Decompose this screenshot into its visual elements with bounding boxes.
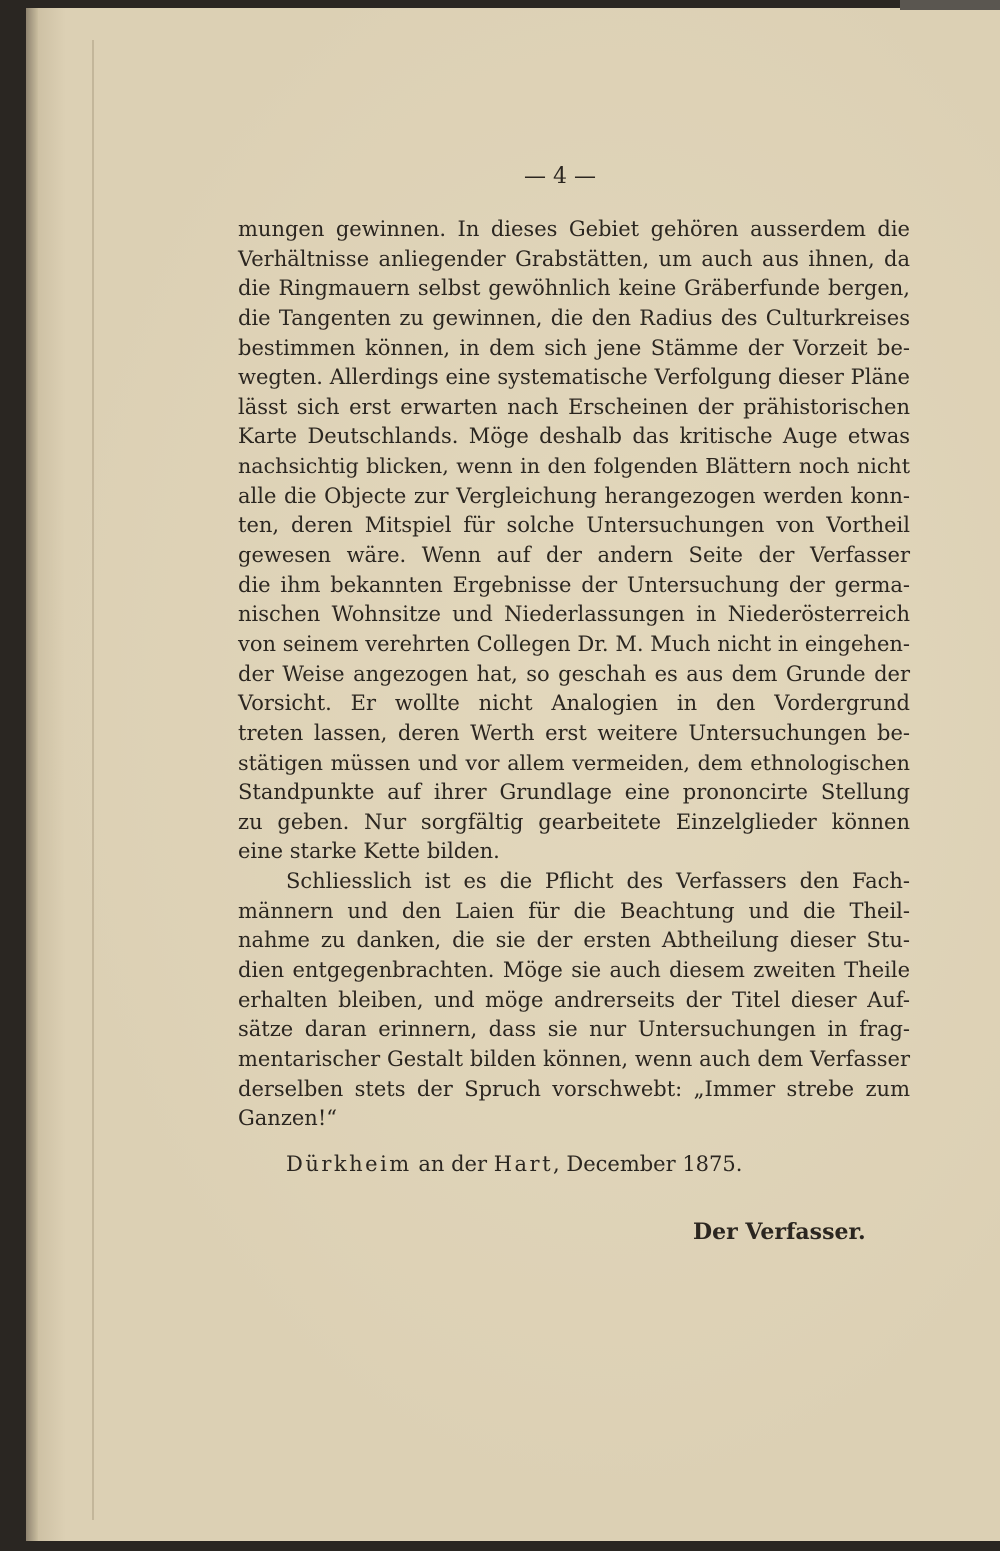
- dateline-region: Hart: [493, 1152, 554, 1176]
- text-line: nischen Wohnsitze und Niederlassungen in Niederösterreich: [238, 602, 910, 627]
- text-line: Schliesslich ist es die Pflicht des Verfassers den Fach-: [286, 869, 910, 894]
- binding-edge: [26, 8, 38, 1541]
- text-line: nahme zu danken, die sie der ersten Abtheilung dieser Stu-: [238, 928, 910, 953]
- text-line: die Ringmauern selbst gewöhnlich keine Gräberfunde bergen,: [238, 276, 910, 301]
- dateline-date: , December 1875.: [553, 1152, 743, 1176]
- text-line: stätigen müssen und vor allem vermeiden, dem ethnologischen: [238, 750, 910, 775]
- text-line: von seinem verehrten Collegen Dr. M. Much nicht in eingehen-: [238, 631, 910, 656]
- dateline-middle: an der: [411, 1152, 494, 1176]
- text-line: männern und den Laien für die Beachtung und die Theil-: [238, 898, 910, 923]
- text-line: sätze daran erinnern, dass sie nur Untersuchungen in frag-: [238, 1017, 910, 1042]
- text-line: bestimmen können, in dem sich jene Stämme der Vorzeit be-: [238, 335, 910, 360]
- text-line: dien entgegenbrachten. Möge sie auch diesem zweiten Theile: [238, 958, 910, 983]
- text-line: Standpunkte auf ihrer Grundlage eine prononcirte Stellung: [238, 780, 910, 805]
- text-line: ten, deren Mitspiel für solche Untersuchungen von Vortheil: [238, 513, 910, 538]
- text-line: gewesen wäre. Wenn auf der andern Seite der Verfasser: [238, 543, 910, 568]
- text-line: die Tangenten zu gewinnen, die den Radius des Culturkreises: [238, 305, 910, 330]
- text-line: treten lassen, deren Werth erst weitere Untersuchungen be-: [238, 720, 910, 745]
- text-line: der Weise angezogen hat, so geschah es aus dem Grunde der: [238, 661, 910, 686]
- signature: Der Verfasser.: [693, 1219, 866, 1245]
- text-line: eine starke Kette bilden.: [238, 839, 500, 864]
- dateline-place: Dürkheim: [286, 1152, 412, 1176]
- body-text: [238, 215, 910, 1134]
- text-line: Vorsicht. Er wollte nicht Analogien in den Vordergrund: [238, 691, 910, 716]
- fold-line: [92, 40, 94, 1520]
- text-line: zu geben. Nur sorgfältig gearbeitete Einzelglieder können: [238, 809, 910, 834]
- text-line: erhalten bleiben, und möge andrerseits der Titel dieser Auf-: [238, 987, 910, 1012]
- text-line: nachsichtig blicken, wenn in den folgenden Blättern noch nicht: [238, 454, 910, 479]
- text-line: Verhältnisse anliegender Grabstätten, um auch aus ihnen, da: [238, 246, 910, 271]
- text-line: Ganzen!“: [238, 1106, 338, 1131]
- paragraph-1: [238, 215, 910, 867]
- text-line: die ihm bekannten Ergebnisse der Untersuchung der germa-: [238, 572, 910, 597]
- text-line: wegten. Allerdings eine systematische Verfolgung dieser Pläne: [238, 365, 910, 390]
- text-line: mentarischer Gestalt bilden können, wenn auch dem Verfasser: [238, 1046, 910, 1071]
- paragraph-2: [238, 867, 910, 1134]
- dateline: [286, 1152, 742, 1176]
- text-line: lässt sich erst erwarten nach Erscheinen der prähistorischen: [238, 394, 910, 419]
- text-line: alle die Objecte zur Vergleichung herangezogen werden konn-: [238, 483, 910, 508]
- text-line: mungen gewinnen. In dieses Gebiet gehören ausserdem die: [238, 217, 910, 241]
- text-line: derselben stets der Spruch vorschwebt: „Immer strebe zum: [238, 1076, 910, 1101]
- page-number: — 4 —: [524, 164, 596, 189]
- page-stub: [900, 0, 1000, 10]
- text-line: Karte Deutschlands. Möge deshalb das kritische Auge etwas: [238, 424, 910, 449]
